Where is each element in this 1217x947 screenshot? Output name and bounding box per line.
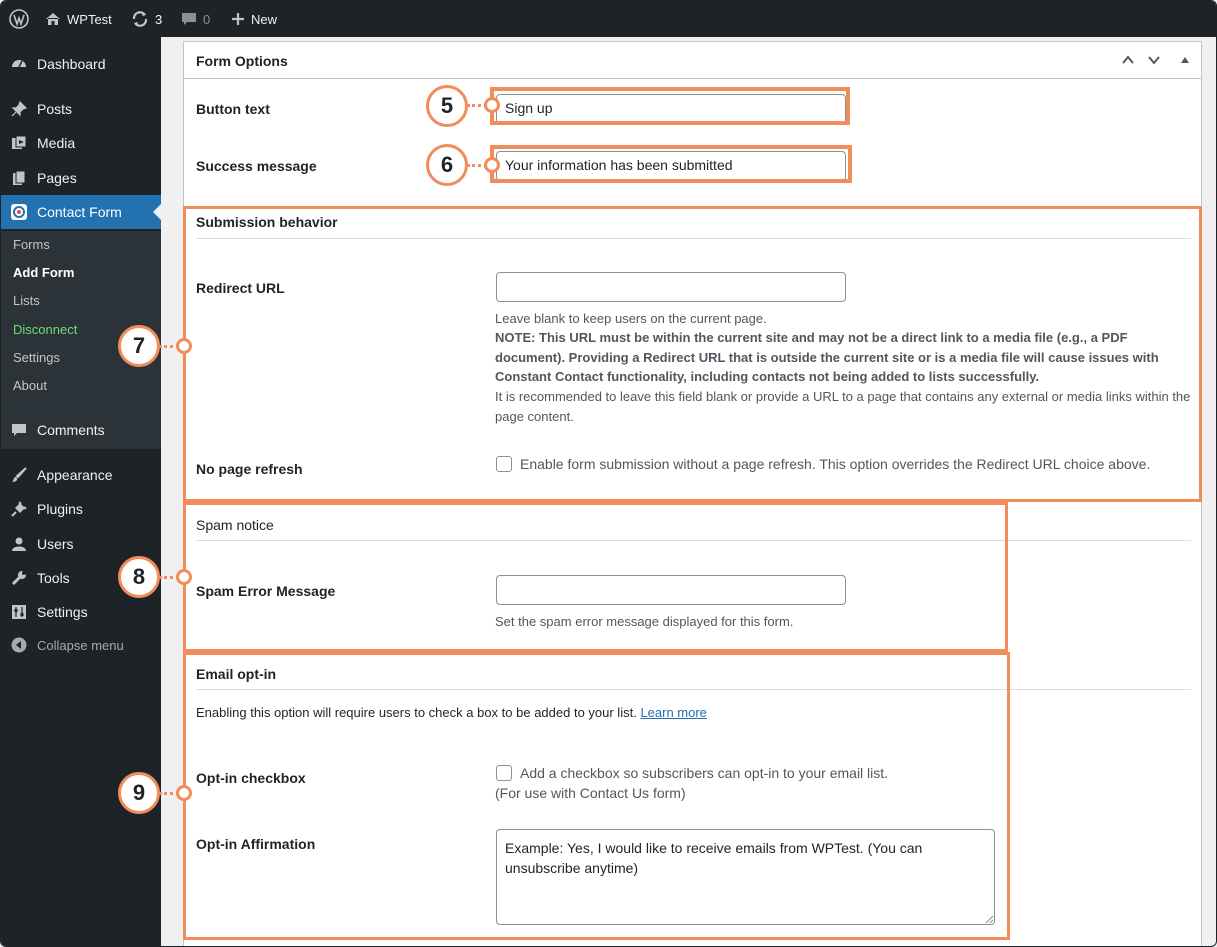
users-icon <box>11 536 27 552</box>
sidebar-item-label: Dashboard <box>37 56 106 72</box>
sidebar-item-label: Posts <box>37 101 73 117</box>
submenu-forms[interactable]: Forms <box>13 237 50 252</box>
pin-icon <box>11 101 27 117</box>
sidebar-item-label: Tools <box>37 570 70 586</box>
no-page-refresh-text: Enable form submission without a page refresh. This option overrides the Redirect URL choice above. <box>520 456 1151 472</box>
comment-icon <box>11 422 27 438</box>
sidebar-item-pages[interactable] <box>1 161 161 195</box>
sidebar-item-label: Appearance <box>37 467 113 483</box>
submenu-disconnect[interactable]: Disconnect <box>13 322 78 337</box>
sidebar-item-label: Settings <box>37 604 88 620</box>
optin-checkbox-text: Add a checkbox so subscribers can opt-in to your email list. <box>520 765 889 781</box>
submenu-settings[interactable]: Settings <box>13 350 60 365</box>
spam-notice-heading: Spam notice <box>196 517 274 533</box>
email-optin-intro-text: Enabling this option will require users to check a box to be added to your list. <box>196 705 637 720</box>
sidebar-item-contact-form[interactable] <box>1 195 161 229</box>
redirect-url-desc: Leave blank to keep users on the current page. <box>495 311 767 326</box>
callout-highlight-7 <box>183 206 1202 502</box>
spam-error-message-label: Spam Error Message <box>196 583 336 599</box>
comment-bubble-icon <box>181 11 197 27</box>
home-icon <box>45 11 61 27</box>
sidebar-item-label: Collapse menu <box>37 637 124 653</box>
callout-badge-6: 6 <box>426 144 468 186</box>
success-message-input[interactable]: Your information has been submitted <box>496 151 846 181</box>
callout-highlight-8 <box>183 502 1008 652</box>
sidebar-item-comments[interactable] <box>1 413 161 447</box>
sidebar-item-posts[interactable] <box>1 92 161 126</box>
plugin-icon <box>11 501 27 517</box>
updates-link[interactable] <box>131 1 162 37</box>
settings-icon <box>11 604 27 620</box>
callout-pin <box>176 569 192 585</box>
dashboard-icon <box>11 56 27 72</box>
button-text-input[interactable]: Sign up <box>496 94 846 124</box>
collapse-icon <box>11 637 27 653</box>
callout-pin <box>176 338 192 354</box>
callout-badge-5: 5 <box>426 85 468 127</box>
sidebar-item-label: Contact Form <box>37 204 122 220</box>
sidebar-item-plugins[interactable] <box>1 492 161 526</box>
callout-highlight-5 <box>490 87 850 125</box>
contact-form-icon <box>11 204 27 220</box>
callout-pin <box>176 785 192 801</box>
sidebar-item-appearance[interactable] <box>1 458 161 492</box>
optin-checkbox-note: (For use with Contact Us form) <box>495 785 686 801</box>
redirect-url-recommendation: It is recommended to leave this field blank or provide a URL to a page that contains any external or media links within the page content. <box>495 389 1191 424</box>
plus-icon <box>231 12 245 26</box>
sidebar-item-label: Pages <box>37 170 77 186</box>
button-text-label: Button text <box>196 101 270 117</box>
sidebar-item-label: Media <box>37 135 76 151</box>
redirect-url-note: NOTE: This URL must be within the current site and may not be a direct link to a media file (e.g., a PDF document). Providing a Redirect URL that is outside the current site or is a media file will cause issues with Constant Contact functionality, including contacts not being added to lists successfully. <box>495 330 1159 384</box>
sidebar-item-settings[interactable] <box>1 595 161 629</box>
sidebar-item-media[interactable] <box>1 126 161 160</box>
callout-pin <box>484 97 500 113</box>
no-page-refresh-label: No page refresh <box>196 461 303 477</box>
media-icon <box>11 135 27 151</box>
sidebar-item-dashboard[interactable] <box>1 47 161 81</box>
panel-header-divider <box>184 78 1201 79</box>
callout-pin <box>484 157 500 173</box>
move-up-icon[interactable] <box>1121 54 1135 66</box>
updates-icon <box>131 10 149 28</box>
callout-highlight-6 <box>490 145 852 183</box>
move-down-icon[interactable] <box>1147 54 1161 66</box>
collapse-menu-button[interactable] <box>1 628 161 662</box>
new-label: New <box>251 11 278 27</box>
panel-title: Form Options <box>196 53 288 69</box>
learn-more-link[interactable]: Learn more <box>640 705 707 720</box>
success-message-label: Success message <box>196 158 317 174</box>
submission-behavior-heading: Submission behavior <box>196 214 338 230</box>
submenu-about[interactable]: About <box>13 378 47 393</box>
wrench-icon <box>11 570 27 586</box>
redirect-url-label: Redirect URL <box>196 280 285 296</box>
optin-affirmation-textarea[interactable]: Example: Yes, I would like to receive emails from WPTest. (You can unsubscribe anytime) <box>496 829 995 925</box>
comments-count: 0 <box>203 11 211 27</box>
wordpress-logo-icon[interactable] <box>9 1 29 37</box>
callout-highlight-9 <box>183 652 1010 940</box>
admin-bar <box>1 1 1217 37</box>
submenu-lists[interactable]: Lists <box>13 293 40 308</box>
collapse-panel-icon[interactable] <box>1180 56 1190 64</box>
site-name-link[interactable] <box>45 1 112 37</box>
sidebar-item-label: Plugins <box>37 501 83 517</box>
sidebar-item-label: Comments <box>37 422 105 438</box>
brush-icon <box>11 467 27 483</box>
optin-affirmation-label: Opt-in Affirmation <box>196 836 316 852</box>
pages-icon <box>11 170 27 186</box>
comments-link[interactable] <box>181 1 210 37</box>
sidebar-item-label: Users <box>37 536 74 552</box>
callout-badge-8: 8 <box>118 556 160 598</box>
updates-count: 3 <box>155 11 163 27</box>
callout-badge-7: 7 <box>118 325 160 367</box>
new-content-link[interactable] <box>231 1 277 37</box>
callout-badge-9: 9 <box>118 772 160 814</box>
site-name: WPTest <box>67 11 112 27</box>
email-optin-heading: Email opt-in <box>196 666 277 682</box>
submenu-add-form[interactable]: Add Form <box>13 265 75 280</box>
spam-error-message-desc: Set the spam error message displayed for this form. <box>495 614 794 629</box>
optin-checkbox-label: Opt-in checkbox <box>196 770 306 786</box>
